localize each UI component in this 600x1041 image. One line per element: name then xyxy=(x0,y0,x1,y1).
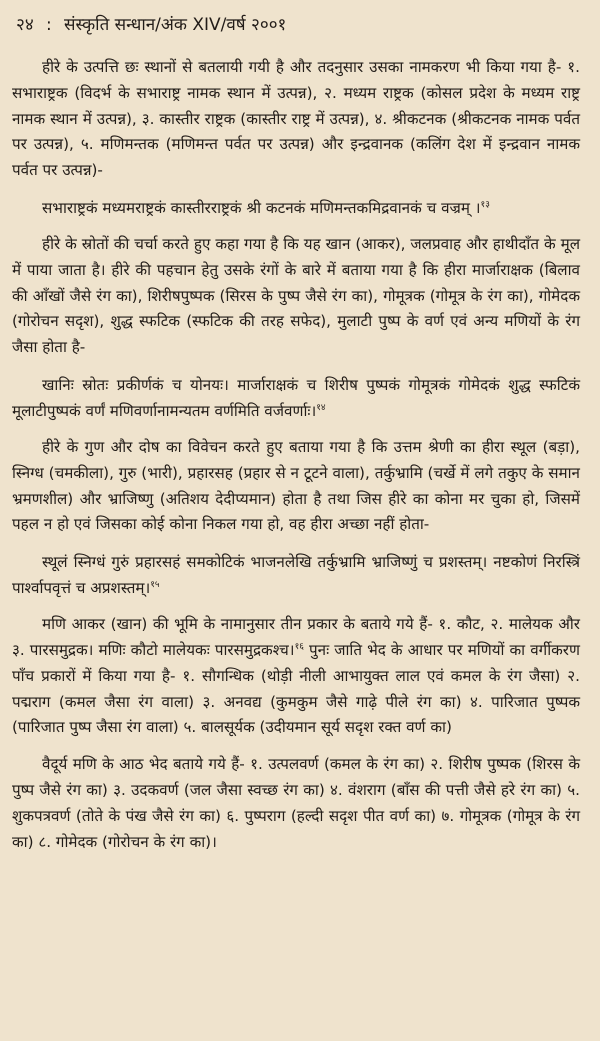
running-header xyxy=(16,14,580,36)
footnote-marker: १४ xyxy=(316,402,326,413)
footnote-marker: १३ xyxy=(480,199,490,210)
paragraph-gem-classification: मणि आकर (खान) की भूमि के नामानुसार तीन प्रकार के बताये गये हैं- १. कौट, २. मालेयक और ३. पारसमुद्रक। मणिः कौटो मालेयकः पारसमुद्रकश्च।$^{१६}$ पुनः जाति भेद के आधार पर मणियों का वर्गीकरण पाँच प्रकारों में किया गया है- १. सौगन्धिक (थोड़ी नीली आभायुक्त लाल एवं कमल के रंग जैसा) २. पद्मराग (कमल जैसा रंग वाला) ३. अनवद्य (कुमकुम जैसे गाढ़े पीले रंग का) ४. पारिजात पुष्पक (पारिजात पुष्प जैसा रंग वाला) ५. बालसूर्यक (उदीयमान सूर्य सदृश रक्त वर्ण का) xyxy=(12,615,580,737)
footnote-marker: १५ xyxy=(150,580,160,591)
paragraph-origin-places: हीरे के उत्पत्ति छः स्थानों से बतलायी गयी है और तदनुसार उसका नामकरण भी किया गया है- १. सभाराष्ट्रक (विदर्भ के सभाराष्ट्र नामक स्थान में उत्पन्न), २. मध्यम राष्ट्रक (कोसल प्रदेश के मध्यम राष्ट्र नामक स्थान में उत्पन्न), ३. कास्तीर राष्ट्रक (कास्तीर राष्ट्र में उत्पन्न), ४. श्रीकटनक (श्रीकटनक नामक पर्वत पर उत्पन्न), ५. मणिमन्तक (मणिमन्त पर्वत पर उत्पन्न) और इन्द्रवानक (कलिंग देश में इन्द्रवान नामक पर्वत पर उत्पन्न)- xyxy=(12,58,580,180)
sanskrit-verse-origins: सभाराष्ट्रकं मध्यमराष्ट्रकं कास्तीरराष्ट्रकं श्री कटनकं मणिमन्तकमिद्रवानकं च वज्रम् ।$^{१३}$ xyxy=(42,198,490,217)
footnote-marker: १६ xyxy=(294,641,304,652)
paragraph-vaidurya-types: वैदूर्य मणि के आठ भेद बताये गये हैं- १. उत्पलवर्ण (कमल के रंग का) २. शिरीष पुष्पक (शिरस के पुष्प जैसे रंग का) ३. उदकवर्ण (जल जैसा स्वच्छ रंग का) ४. वंशराग (बाँस की पत्ती जैसे हरे रंग का) ५. शुकपत्रवर्ण (तोते के पंख जैसे रंग का) ६. पुष्पराग (हल्दी सदृश पीत वर्ण का) ७. गोमूत्रक (गोमूत्र के रंग का) ८. गोमेदक (गोरोचन के रंग का)। xyxy=(12,755,580,851)
journal-title: संस्कृति सन्धान/अंक XIV/वर्ष २००१ xyxy=(64,15,287,35)
header-separator: : xyxy=(46,15,52,35)
sanskrit-verse-sources: खानिः स्रोतः प्रकीर्णकं च योनयः। मार्जाराक्षकं च शिरीष पुष्पकं गोमूत्रकं गोमेदकं शुद्ध स्फटिकं मूलाटीपुष्पकं वर्णं मणिवर्णानामन्यतम वर्णमिति वर्जवर्णाः।$^{१४}$ xyxy=(12,375,580,420)
sanskrit-verse-qualities: स्थूलं स्निग्धं गुरुं प्रहारसहं समकोटिकं भाजनलेखि तर्कुभ्रामि भ्राजिष्णुं च प्रशस्तम्। नष्टकोणं निरस्त्रिं पार्श्वापवृत्तं च अप्रशस्तम्।$^{१५}$ xyxy=(12,553,580,598)
page-number: २४ xyxy=(16,15,34,35)
paragraph-sources-colors: हीरे के स्रोतों की चर्चा करते हुए कहा गया है कि यह खान (आकर), जलप्रवाह और हाथीदाँत के मूल में पाया जाता है। हीरे की पहचान हेतु उसके रंगों के बारे में बताया गया है कि हीरा मार्जाराक्षक (बिलाव की आँखों जैसे रंग का), शिरीषपुष्पक (सिरस के पुष्प जैसे रंग का), गोमूत्रक (गोमूत्र के रंग का), गोमेदक (गोरोचन सदृश), शुद्ध स्फटिक (स्फटिक की तरह सफेद), मुलाटी पुष्प के वर्ण एवं अन्य मणियों के रंग जैसा होता है- xyxy=(12,234,580,357)
paragraph-qualities-defects: हीरे के गुण और दोष का विवेचन करते हुए बताया गया है कि उत्तम श्रेणी का हीरा स्थूल (बड़ा), स्निग्ध (चमकीला), गुरु (भारी), प्रहारसह (प्रहार से न टूटने वाला), तर्कुभ्रामि (चर्खे में लगे तकुए के समान भ्रमणशील) और भ्राजिष्णु (अतिशय देदीप्यमान) होता है तथा जिस हीरे का कोना मर चुका हो, जिसमें पहल न हो एवं जिसका कोई कोना निकल गया हो, वह हीरा अच्छा नहीं होता- xyxy=(12,437,580,534)
